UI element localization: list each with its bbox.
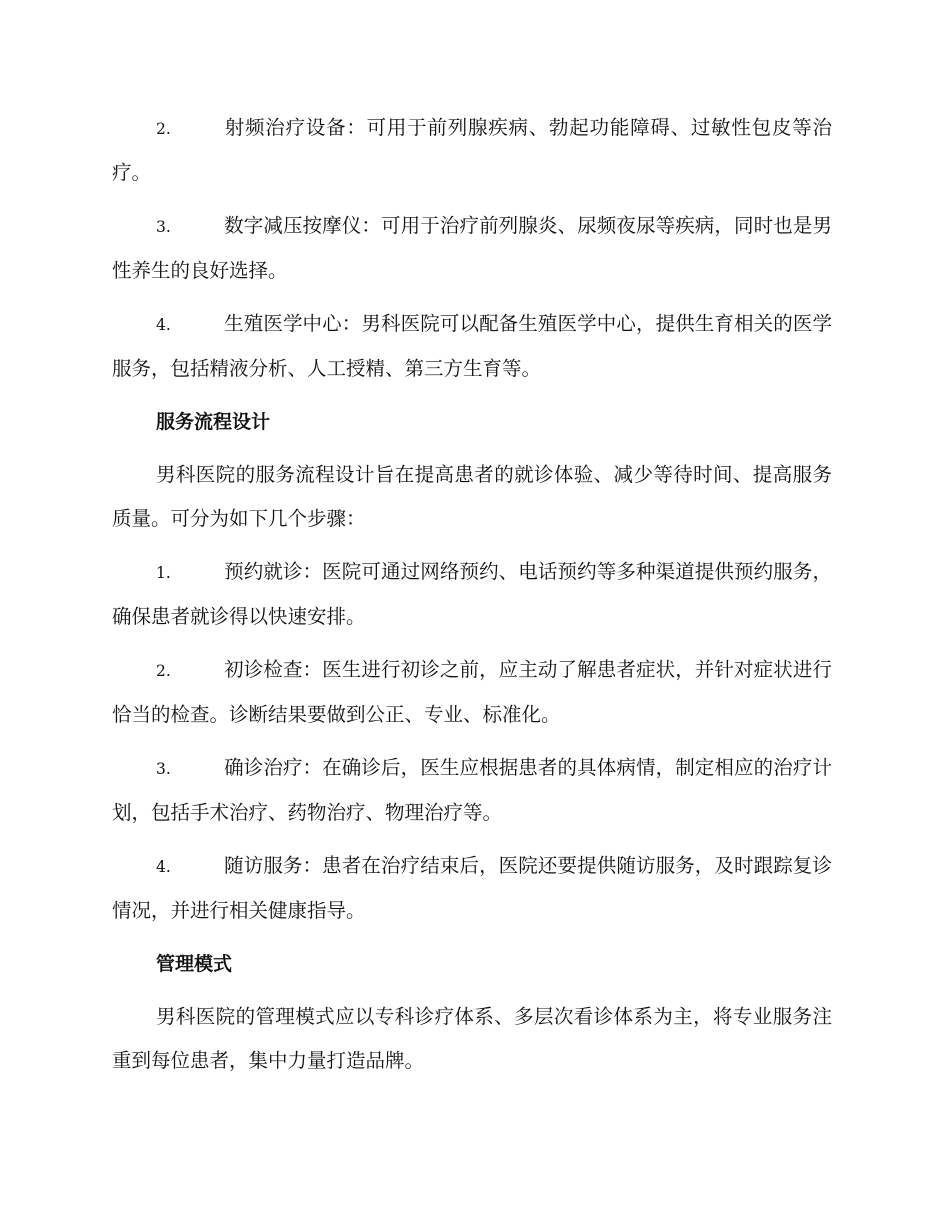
list-number: 2. (156, 120, 171, 138)
list-text: 生殖医学中心：男科医院可以配备生殖医学中心，提供生育相关的医学服务，包括精液分析、人工授精、第三方生育等。 (112, 312, 832, 380)
list-number: 3. (156, 218, 171, 236)
list-item (112, 204, 832, 293)
list-item (112, 106, 832, 195)
list-text: 射频治疗设备：可用于前列腺疾病、勃起功能障碍、过敏性包皮等治疗。 (112, 116, 832, 184)
list-item (112, 844, 832, 933)
list-number: 4. (156, 316, 171, 334)
list-text: 初诊检查：医生进行初诊之前，应主动了解患者症状，并针对症状进行恰当的检查。诊断结果要做到公正、专业、标准化。 (112, 658, 832, 726)
section-heading-service-process: 服务流程设计 (156, 411, 271, 433)
list-item (112, 302, 832, 391)
list-number: 4. (156, 858, 171, 876)
list-item (112, 746, 832, 835)
section-heading-management-model: 管理模式 (156, 953, 233, 975)
list-item (112, 648, 832, 737)
list-text: 随访服务：患者在治疗结束后，医院还要提供随访服务，及时跟踪复诊情况，并进行相关健康指导。 (112, 854, 832, 922)
list-text: 数字减压按摩仪：可用于治疗前列腺炎、尿频夜尿等疾病，同时也是男性养生的良好选择。 (112, 214, 832, 282)
management-model-intro: 男科医院的管理模式应以专科诊疗体系、多层次看诊体系为主，将专业服务注重到每位患者，集中力量打造品牌。 (112, 1005, 832, 1072)
list-number: 1. (156, 564, 171, 582)
list-text: 预约就诊：医院可通过网络预约、电话预约等多种渠道提供预约服务，确保患者就诊得以快速安排。 (112, 560, 832, 628)
service-process-intro: 男科医院的服务流程设计旨在提高患者的就诊体验、减少等待时间、提高服务质量。可分为如下几个步骤： (112, 463, 832, 530)
list-item (112, 550, 832, 639)
document-content (112, 106, 832, 1092)
list-number: 3. (156, 760, 171, 778)
list-number: 2. (156, 662, 171, 680)
list-text: 确诊治疗：在确诊后，医生应根据患者的具体病情，制定相应的治疗计划，包括手术治疗、药物治疗、物理治疗等。 (112, 756, 832, 824)
